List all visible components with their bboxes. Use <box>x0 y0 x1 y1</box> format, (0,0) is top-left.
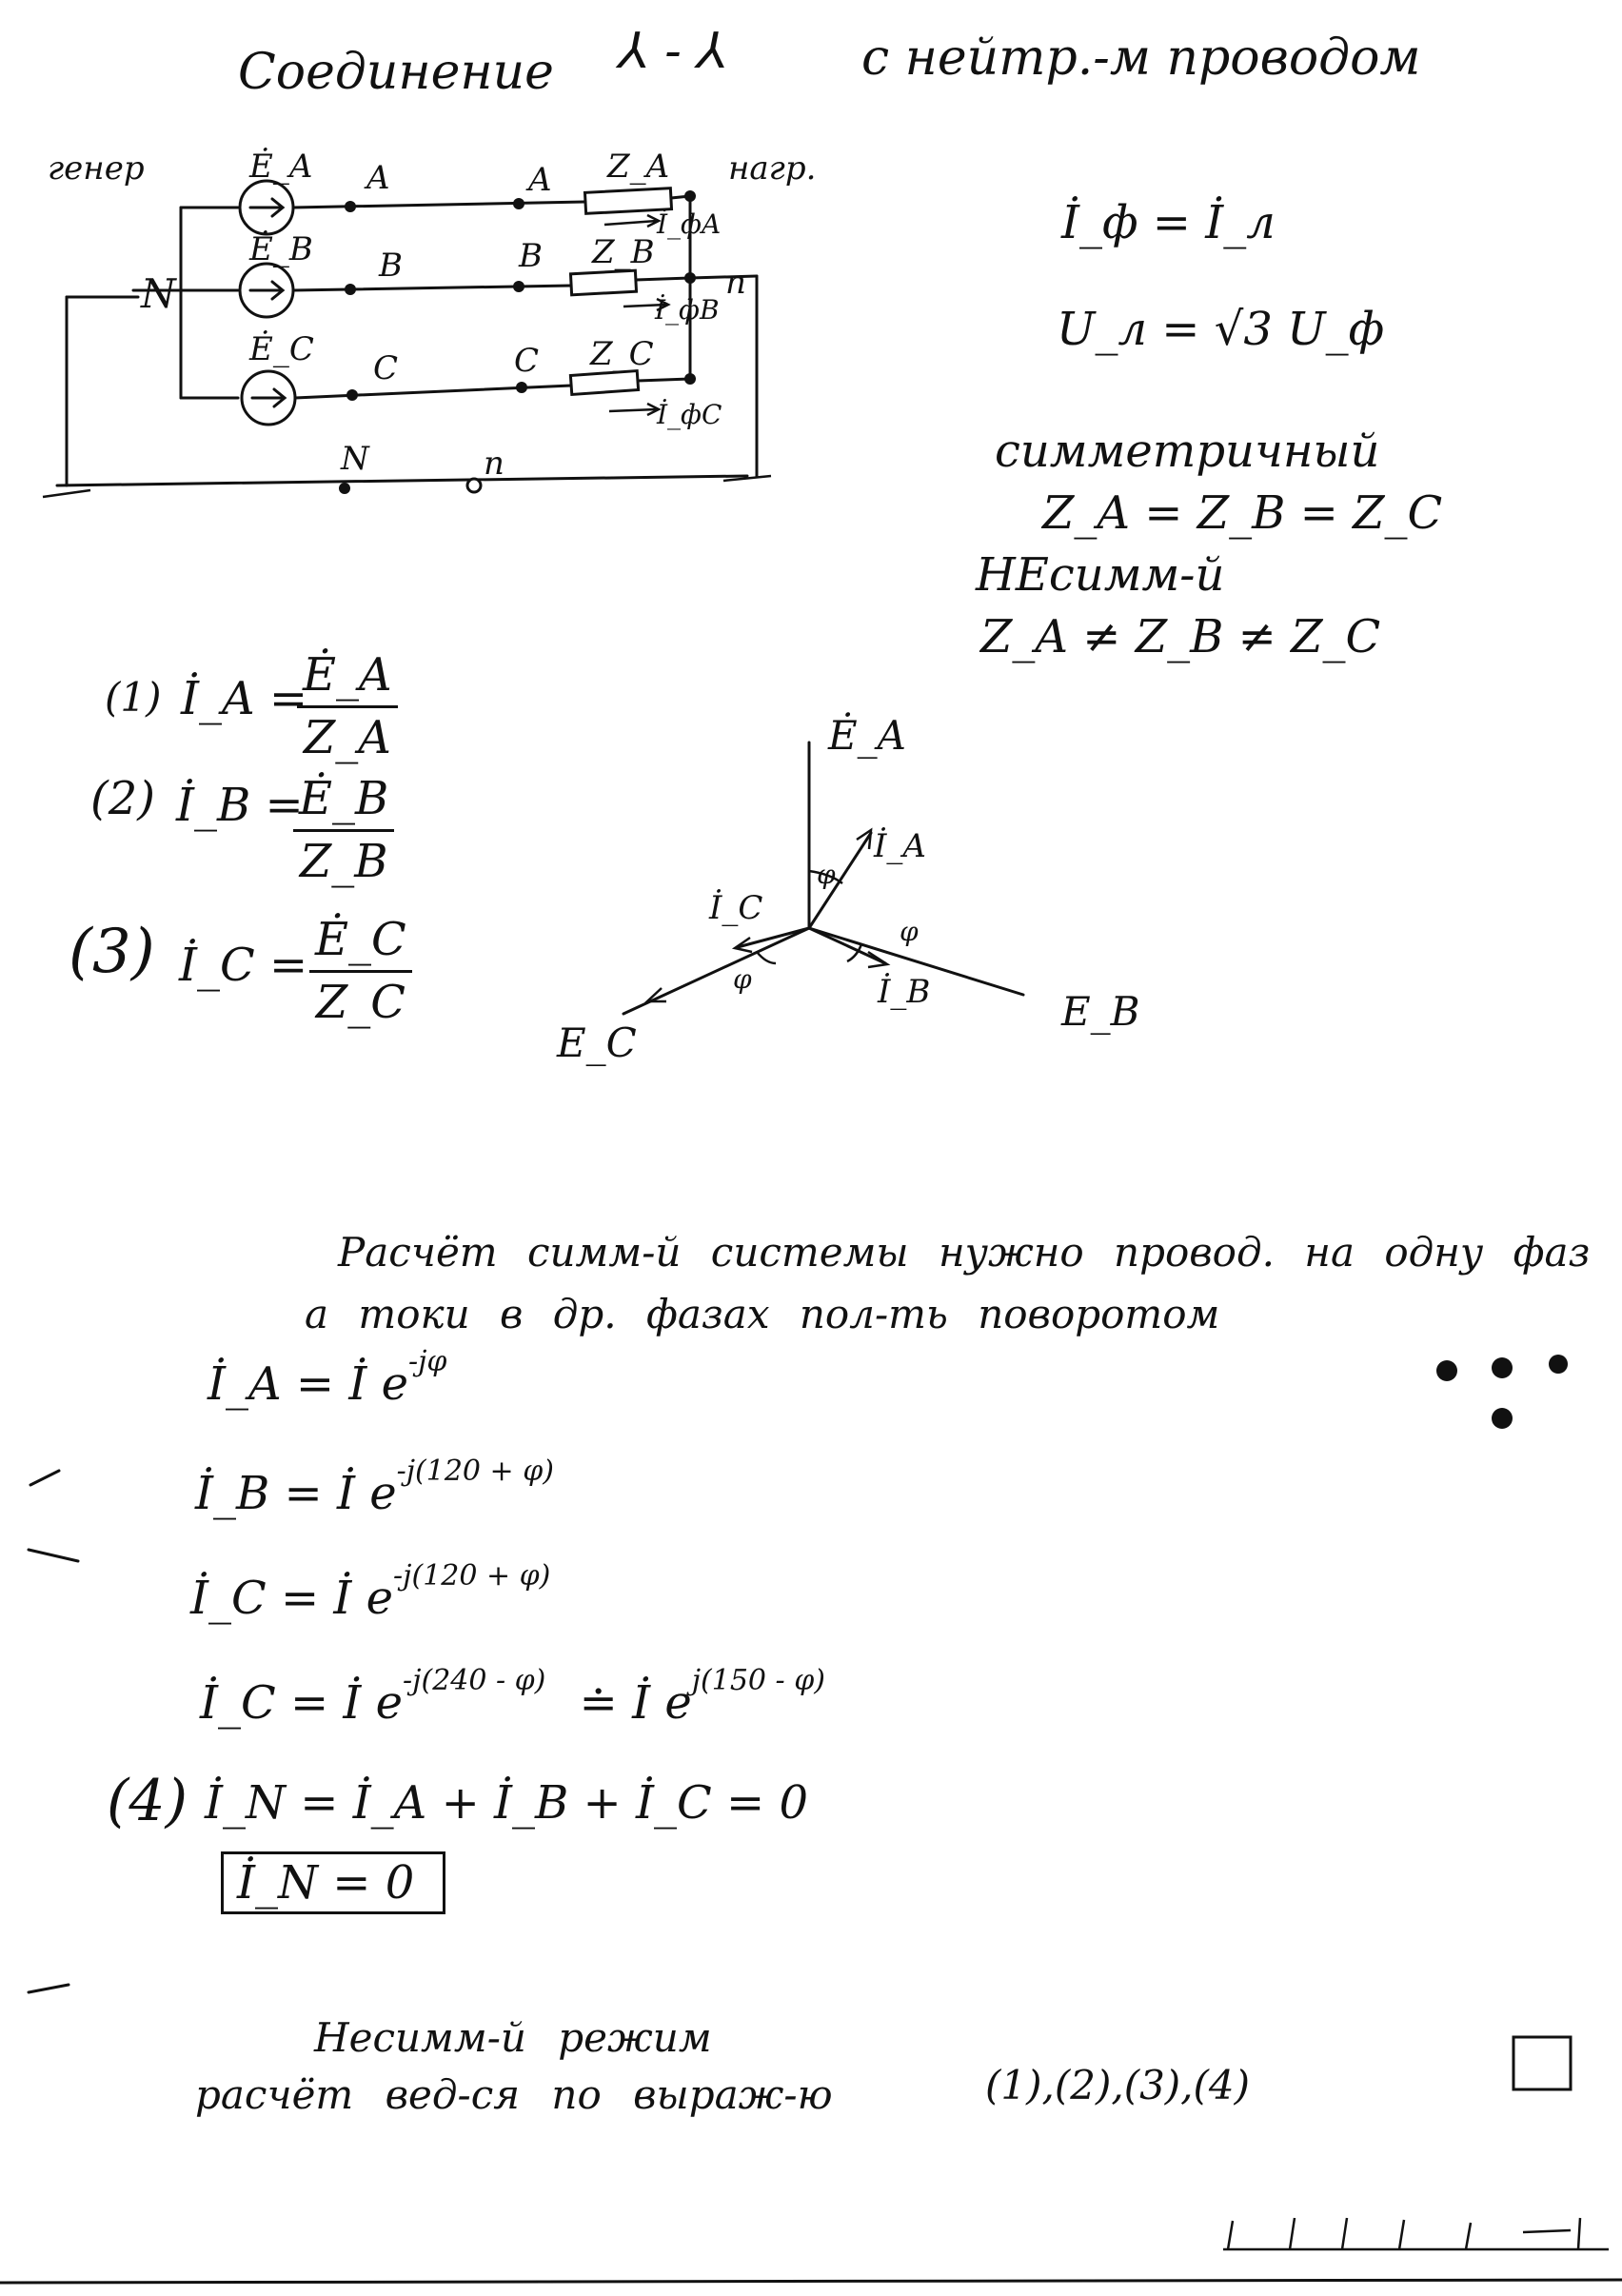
phasor-phi-A: φ <box>817 859 836 890</box>
eq2-numerator: Ė_B <box>293 773 394 832</box>
neutral-equation: İ_N = İ_A + İ_B + İ_C = 0 <box>205 1776 808 1830</box>
eq3-numerator: Ė_C <box>309 914 412 973</box>
phasor-EB: E_B <box>1061 988 1140 1035</box>
eq2-lhs: İ_B = <box>176 779 304 832</box>
relation-voltage: U_л = √3 U_ф <box>1057 303 1385 356</box>
formula-IA-base: İ_A = İ e <box>208 1357 408 1411</box>
neutral-boxed-result: İ_N = 0 <box>221 1851 445 1914</box>
eq3-lhs: İ_C = <box>179 939 308 992</box>
load-label: нагр. <box>728 149 817 188</box>
phasor-IA: İ_A <box>874 827 926 865</box>
formula-IB-base: İ_B = İ e <box>195 1467 397 1520</box>
impedance-A: Z_A <box>607 148 670 186</box>
formula-IA-exp: -jφ <box>407 1345 447 1378</box>
neutral-N-bottom: N <box>341 440 369 478</box>
formula-IC2-mid: ≐ İ e <box>579 1676 692 1730</box>
eq2-number: (2) <box>90 772 155 825</box>
node-A-load: A <box>528 161 552 199</box>
node-C-gen: C <box>373 349 399 387</box>
emf-C: Ė_C <box>249 330 314 368</box>
eq1-numerator: Ė_A <box>297 649 398 708</box>
text-line-2: а токи в др. фазах пол-ть поворотом <box>305 1291 1220 1337</box>
node-C-load: C <box>514 342 540 380</box>
asymmetric-eq: Z_A ≠ Z_B ≠ Z_C <box>980 610 1381 663</box>
text-line-1: Расчёт симм-й системы нужно провод. на одну фаз <box>338 1229 1591 1276</box>
symmetric-eq: Z_A = Z_B = Z_C <box>1042 486 1443 540</box>
current-C: İ_фC <box>657 399 722 430</box>
generator-label: генер <box>48 149 145 188</box>
relation-current: İ_ф = İ_л <box>1061 196 1276 249</box>
phasor-IC: İ_C <box>709 889 763 927</box>
impedance-C: Z_C <box>590 335 654 373</box>
emf-B: Ė_B <box>249 230 313 268</box>
phasor-EA: Ė_A <box>828 712 906 759</box>
formula-IB-exp: -j(120 + φ) <box>396 1455 554 1488</box>
phasor-IB: İ_B <box>878 973 931 1011</box>
formula-IC1-base: İ_C = İ e <box>190 1572 394 1625</box>
formula-IC2-exp2: j(150 - φ) <box>691 1664 825 1697</box>
node-B-gen: B <box>379 247 403 285</box>
asymmetric-label: НЕсимм-й <box>976 548 1225 602</box>
eq4-number: (4) <box>107 1768 188 1834</box>
eq2-denominator: Z_B <box>299 835 388 889</box>
current-A: İ_фA <box>657 208 722 240</box>
current-B: İ_фB <box>655 294 720 326</box>
eq1-lhs: İ_A = <box>181 672 308 725</box>
eq1-denominator: Z_A <box>303 711 391 765</box>
phasor-phi-C: φ <box>733 963 752 995</box>
footer-line-2: расчёт вед-ся по выраж-ю <box>195 2071 833 2118</box>
node-A-gen: A <box>366 159 390 197</box>
eq3-denominator: Z_C <box>315 976 406 1030</box>
load-node-n: n <box>725 264 746 302</box>
title-word: Соединение <box>238 44 554 101</box>
formula-IC2-base: İ_C = İ e <box>200 1676 404 1730</box>
phasor-EC: E_C <box>557 1019 637 1066</box>
footer-line-1: Несимм-й режим <box>314 2014 712 2061</box>
phasor-phi-B: φ <box>900 916 919 947</box>
footer-refs: (1),(2),(3),(4) <box>985 2062 1251 2108</box>
formula-IC1-exp: -j(120 + φ) <box>393 1559 551 1593</box>
title-rest: с нейтр.-м проводом <box>861 30 1421 87</box>
title-symbol: ⅄ - ⅄ <box>619 23 728 80</box>
impedance-B: Z_B <box>592 233 655 271</box>
eq3-number: (3) <box>69 917 155 987</box>
neutral-n-end: n <box>484 445 504 483</box>
gen-neutral-N: N <box>141 270 176 317</box>
node-B-load: B <box>519 237 543 275</box>
eq1-number: (1) <box>105 674 162 721</box>
formula-IC2-exp: -j(240 - φ) <box>403 1664 546 1697</box>
emf-A: Ė_A <box>249 148 313 186</box>
symmetric-label: симметричный <box>995 425 1380 478</box>
